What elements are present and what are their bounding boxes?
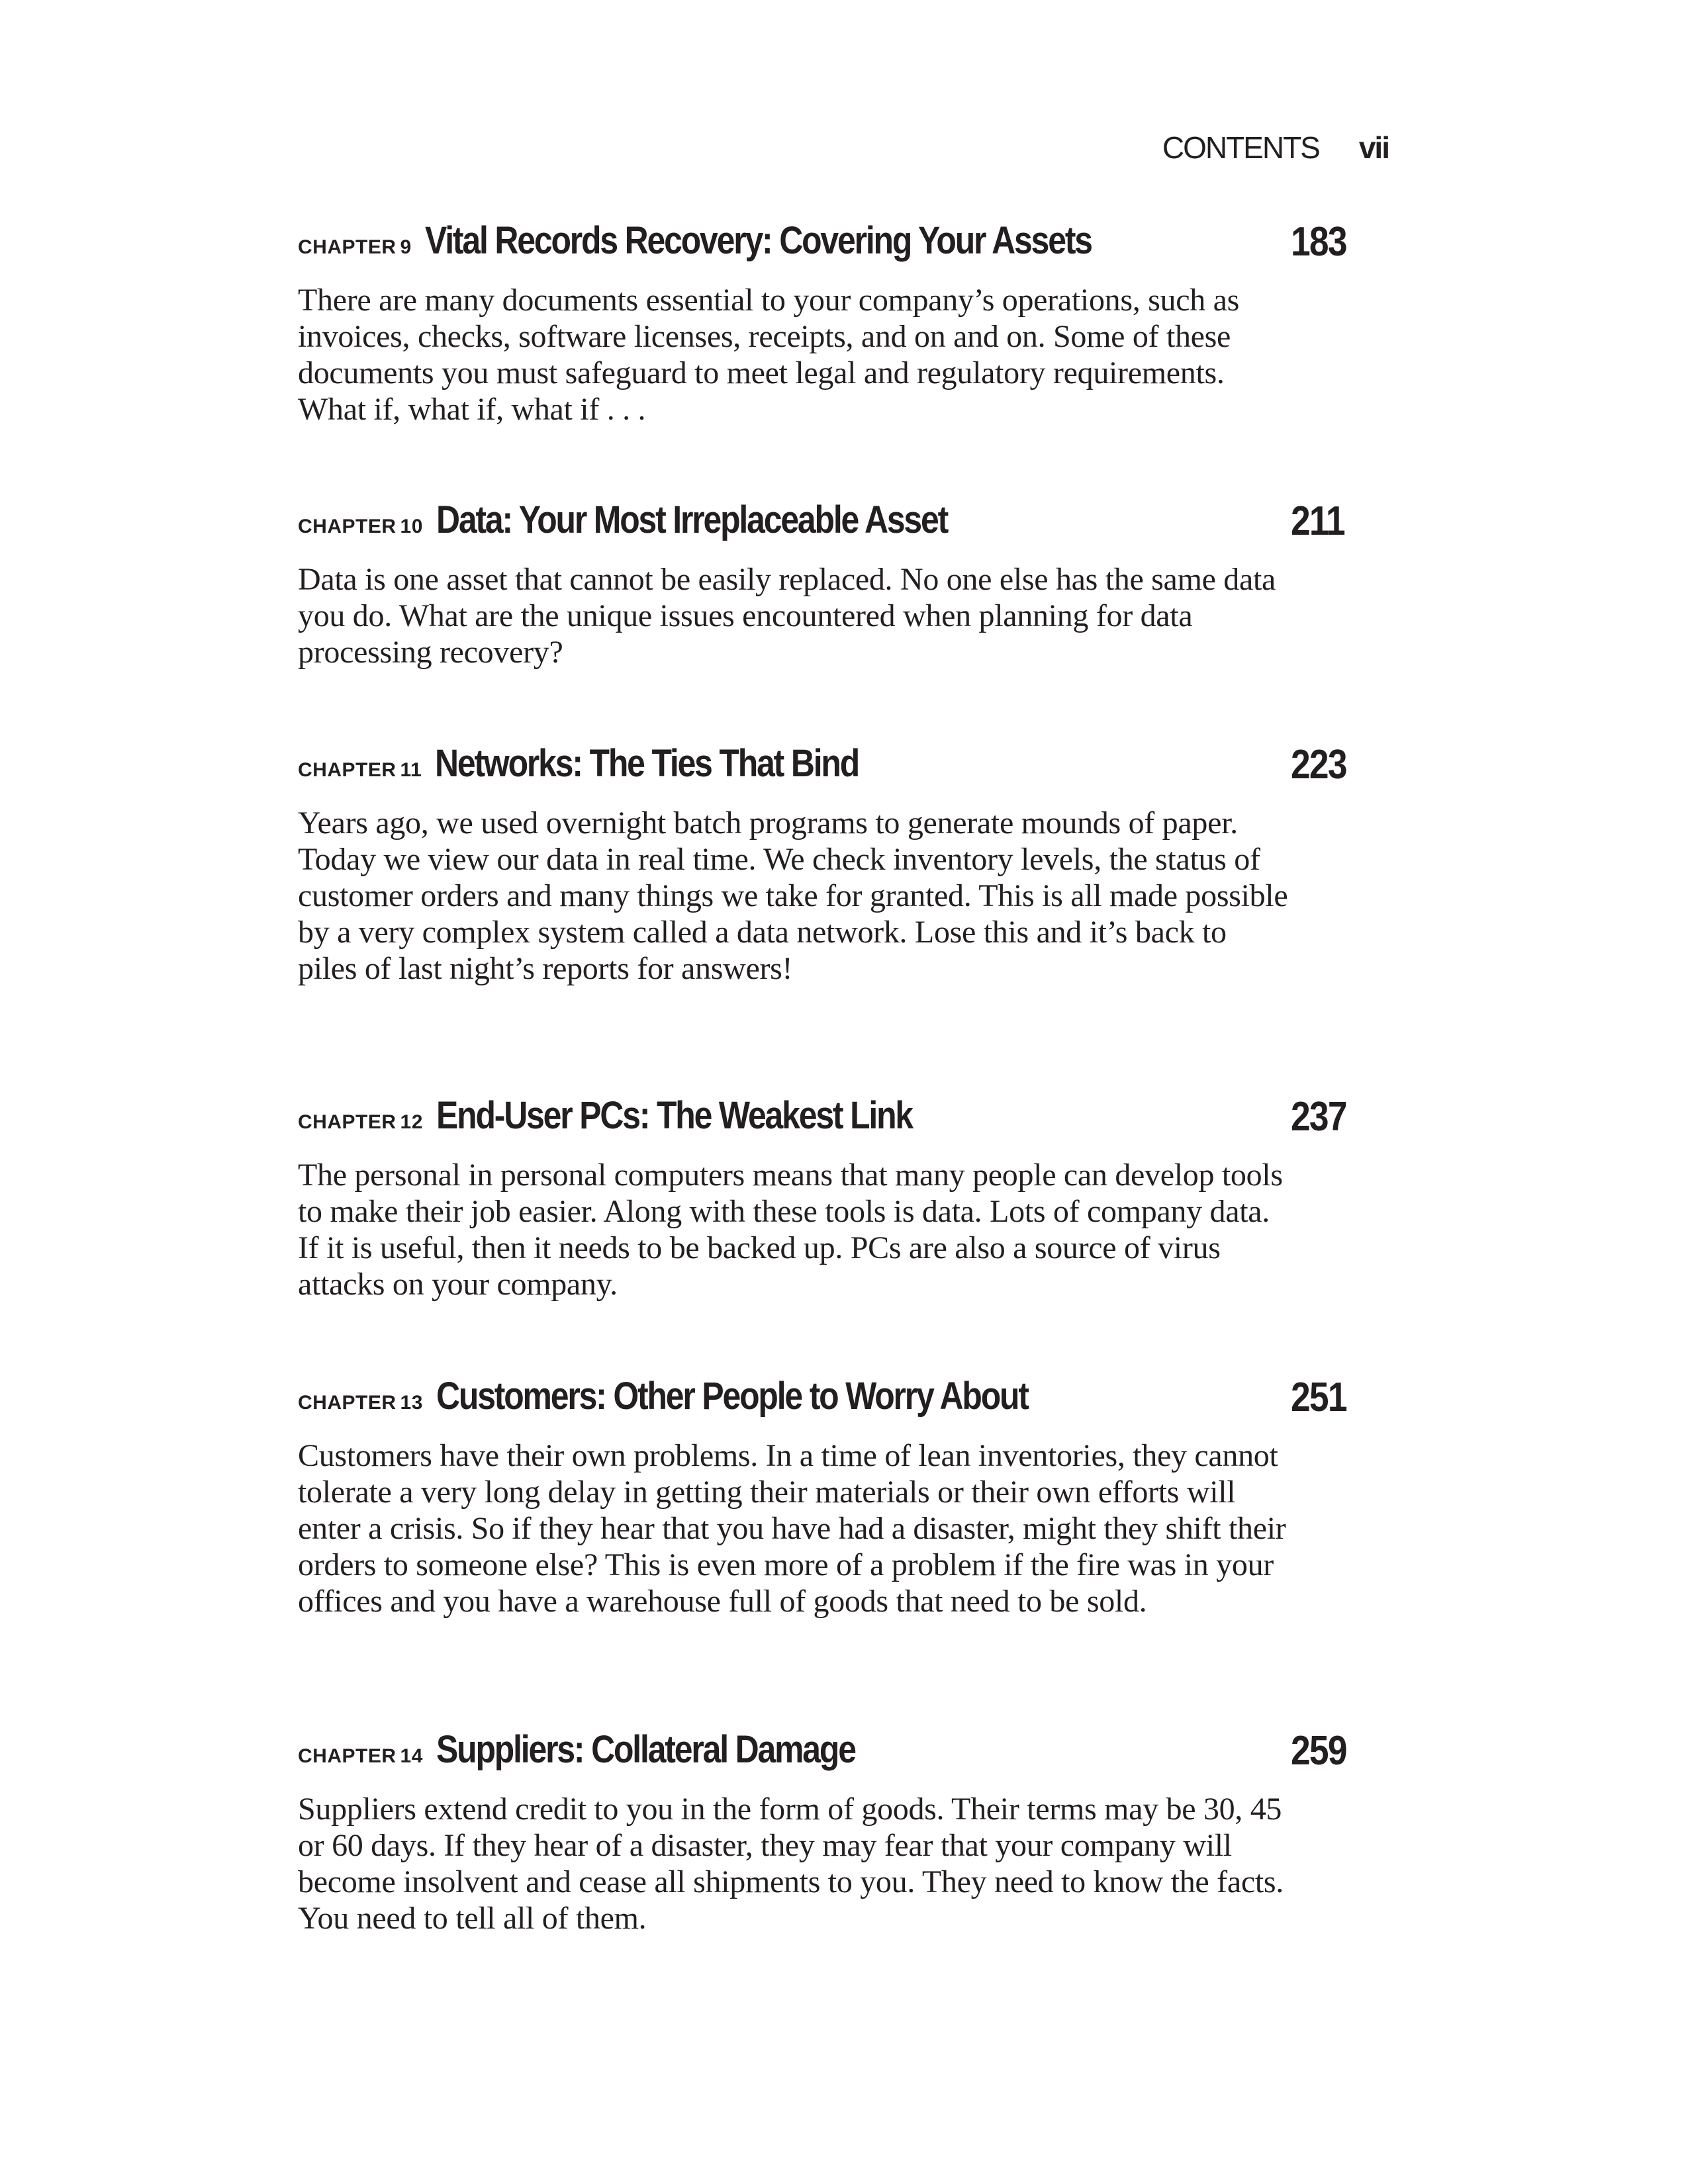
- chapter-number: 13: [400, 1392, 423, 1414]
- running-head: [1162, 130, 1389, 165]
- toc-entry: [298, 1374, 1357, 1619]
- page-folio: vii: [1358, 130, 1389, 165]
- toc-entry-heading: [298, 741, 1357, 794]
- chapter-title: Customers: Other People to Worry About: [436, 1375, 1028, 1418]
- chapter-description: Customers have their own problems. In a time of lean inventories, they cannot tolerate a very long delay in getting their materials or their own efforts will enter a crisis. So if they hear that you have had a disaster, might they shift their orders to someone else? This is even more of a problem if the fire was in your offices and you have a warehouse full of goods that need to be sold.: [298, 1438, 1286, 1619]
- chapter-label: CHAPTER: [298, 1392, 397, 1414]
- chapter-label: CHAPTER: [298, 1745, 397, 1767]
- chapter-page-number: 223: [1291, 742, 1346, 788]
- chapter-number: 10: [400, 516, 423, 537]
- chapter-number: 11: [400, 759, 422, 781]
- toc-entry: [298, 741, 1357, 987]
- chapter-title: Vital Records Recovery: Covering Your Assets: [424, 219, 1092, 262]
- chapter-label: CHAPTER: [298, 516, 397, 537]
- chapter-label: CHAPTER: [298, 759, 397, 781]
- running-head-section: CONTENTS: [1162, 130, 1319, 165]
- chapter-number: 9: [400, 236, 412, 258]
- chapter-title: Suppliers: Collateral Damage: [436, 1728, 855, 1771]
- toc-entry: [298, 498, 1357, 670]
- toc-entry: [298, 1727, 1357, 1936]
- toc-entry-heading: [298, 218, 1357, 271]
- chapter-description: The personal in personal computers means that many people can develop tools to make their job easier. Along with these tools is data. Lots of company data. If it is useful, then it needs to be backed up. PCs are also a source of virus attacks on your company.: [298, 1158, 1283, 1302]
- chapter-page-number: 259: [1291, 1728, 1346, 1774]
- toc-entry: [298, 218, 1357, 428]
- chapter-title: End-User PCs: The Weakest Link: [436, 1094, 912, 1137]
- toc-entry: [298, 1093, 1357, 1302]
- chapter-description: There are many documents essential to your company’s operations, such as invoices, checks, software licenses, receipts, and on and on. Some of these documents you must safeguard to meet legal and regulatory requirements. What if, what if, what if . . .: [298, 283, 1239, 427]
- chapter-page-number: 183: [1291, 219, 1346, 265]
- chapter-page-number: 211: [1291, 498, 1344, 544]
- chapter-description: Years ago, we used overnight batch programs to generate mounds of paper. Today we view our data in real time. We check inventory levels, the status of customer orders and many things we take for granted. This is all made possible by a very complex system called a data network. Lose this and it’s back to piles of last night’s reports for answers!: [298, 805, 1288, 986]
- toc-entry-heading: [298, 498, 1357, 551]
- chapter-page-number: 237: [1291, 1094, 1346, 1140]
- chapter-description: Data is one asset that cannot be easily replaced. No one else has the same data you do. What are the unique issues encountered when planning for data processing recovery?: [298, 562, 1276, 670]
- toc-entry-heading: [298, 1374, 1357, 1427]
- chapter-title: Networks: The Ties That Bind: [435, 742, 859, 785]
- toc-entry-heading: [298, 1093, 1357, 1146]
- chapter-label: CHAPTER: [298, 1111, 397, 1133]
- chapter-title: Data: Your Most Irreplaceable Asset: [436, 498, 947, 541]
- chapter-description: Suppliers extend credit to you in the form of goods. Their terms may be 30, 45 or 60 days. If they hear of a disaster, they may fear that your company will become insolvent and cease all shipments to you. They need to know the facts. You need to tell all of them.: [298, 1792, 1284, 1936]
- chapter-number: 14: [400, 1745, 423, 1767]
- toc-entry-heading: [298, 1727, 1357, 1780]
- chapter-page-number: 251: [1291, 1375, 1346, 1420]
- chapter-label: CHAPTER: [298, 236, 397, 258]
- chapter-number: 12: [400, 1111, 423, 1133]
